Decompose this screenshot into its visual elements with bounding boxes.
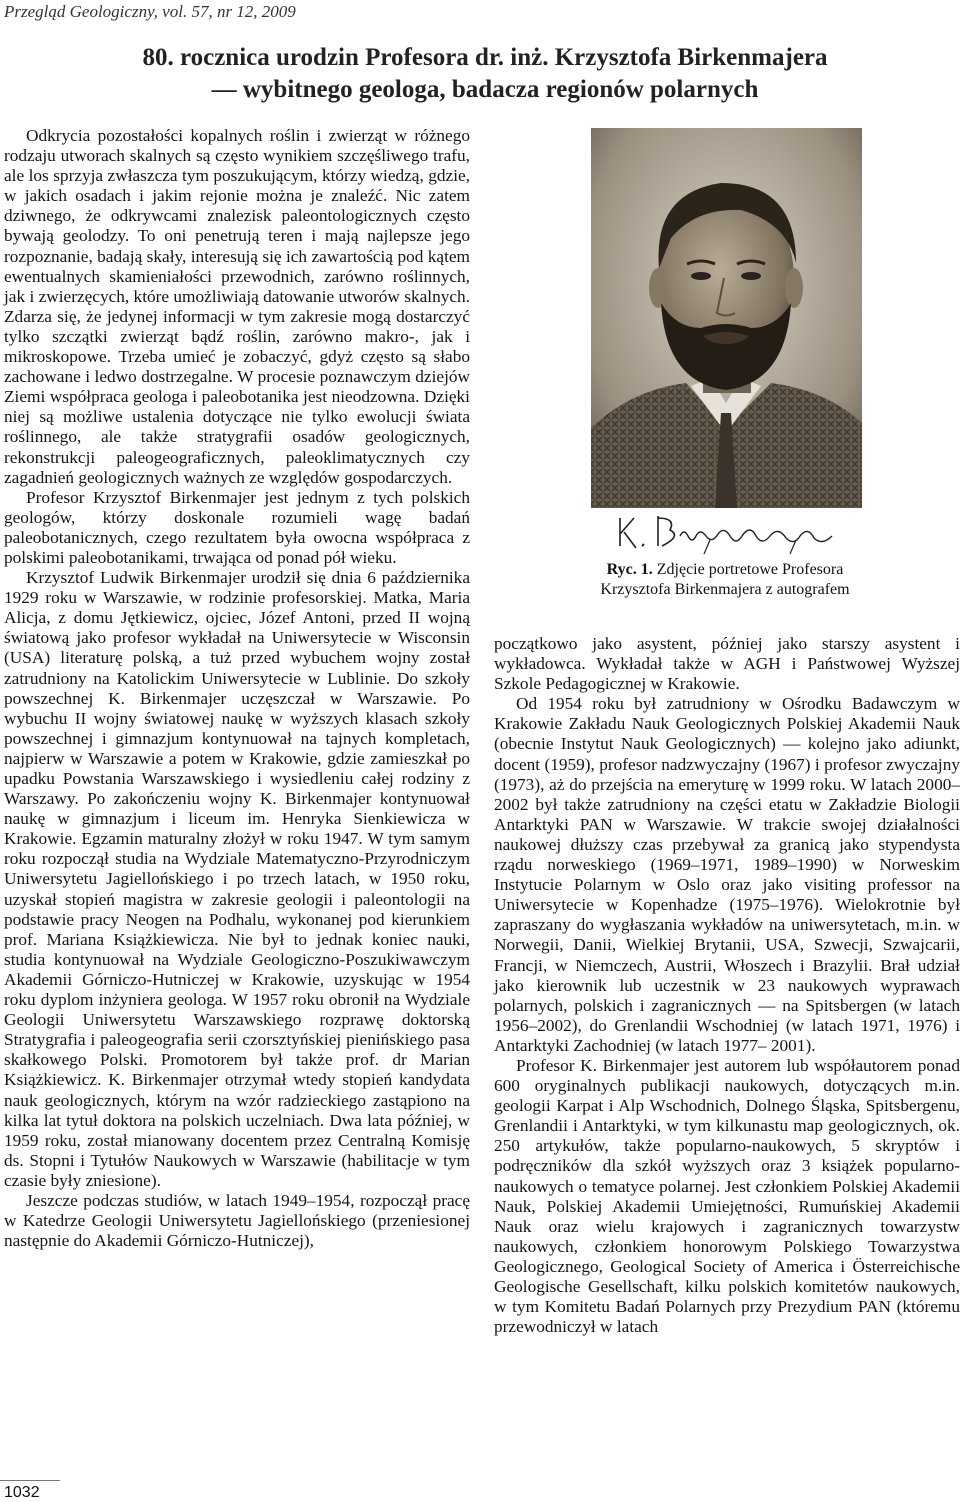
paragraph: początkowo jako asystent, później jako starszy asystent i wykładowca. Wykładał także w AGH i Państwowej Wyższej Szkole Pedagogicznej w Krakowie. — [494, 634, 960, 694]
left-column — [4, 126, 470, 1251]
title-line-1: 80. rocznica urodzin Profesora dr. inż. Krzysztofa Birkenmajera — [142, 44, 828, 71]
caption-label: Ryc. 1. — [606, 561, 653, 578]
figure-caption — [570, 560, 880, 600]
page-number: 1032 — [4, 1484, 40, 1501]
paragraph: Odkrycia pozostałości kopalnych roślin i zwierząt w różnego rodzaju utworach skalnych są często wynikiem szczęśliwego trafu, ale los sprzyja zwłaszcza tym poszukującym, którzy wiedzą, gdzie, w jakich osadach i jakim rejonie można je znaleźć. Nic zatem dziwnego, że odkrywcami znalezisk paleontologicznych często bywają geolodzy. To oni penetrują teren i mają najlepsze jego rozpoznanie, badają skały, interesują się ich zawartością pod kątem ewentualnych skamieniałości przewodnich, zarówno roślinnych, jak i zwierzęcych, które umożliwiają datowanie utworów skalnych. Zdarza się, że jedynej informacji w tym zakresie mogą dostarczyć tylko szczątki zwierząt bądź roślin, zarówno makro-, jak i mikroskopowe. Trzeba umieć je zobaczyć, gdyż często są słabo zachowane i ledwo dostrzegalne. W procesie poznawczym dziejów Ziemi współpraca geologa i paleobotanika jest nieodzowna. Dzięki niej są możliwe ustalenia dotyczące nie tylko ewolucji świata roślinnego, ale także stratygrafii osadów geologicznych, rekonstrukcji paleogeograficznych, paleoklimatycznych czy zagadnień geologicznych ważnych ze względów gospodarczych. — [4, 126, 470, 487]
title-line-2: — wybitnego geologa, badacza regionów polarnych — [211, 76, 759, 103]
paragraph: Profesor Krzysztof Birkenmajer jest jednym z tych polskich geologów, którzy doskonale rozumieli wagę badań paleobotanicznych, czego rezultatem była owocna współpraca z polskimi paleobotanikami, trwająca od ponad pół wieku. — [4, 487, 470, 567]
paragraph: Krzysztof Ludwik Birkenmajer urodził się dnia 6 października 1929 roku w Warszawie, w rodzinie profesorskiej. Matka, Maria Alicja, z domu Jętkiewicz, ojciec, Józef Antoni, przed II wojną światową jako profesor wykładał na Uniwersytecie w Wisconsin (USA) literaturę polską, a tuż przed wybuchem wojny został zatrudniony na Katolickim Uniwersytecie w Lublinie. Do szkoły powszechnej K. Birkenmajer uczęszczał w Warszawie. Po wybuchu II wojny światowej naukę w wyższych klasach szkoły powszechnej i gimnazjum kontynuował na tajnych kompletach, najpierw w Warszawie a potem w Krakowie, gdzie zamieszkał po upadku Powstania Warszawskiego i wysiedleniu całej rodziny z Warszawy. Po zakończeniu wojny K. Birkenmajer kontynuował naukę w gimnazjum i liceum im. Henryka Sienkiewicza w Krakowie. Egzamin maturalny złożył w roku 1947. W tym samym roku rozpoczął studia na Wydziale Matematyczno-Przyrodniczym Uniwersytetu Jagiellońskiego i po trzech latach, w 1950 roku, uzyskał stopień magistra w zakresie geologii i paleontologii na podstawie pracy Neogen na Podhalu, wykonanej pod kierunkiem prof. Mariana Książkiewicza. Nie był to jednak koniec nauki, studia kontynuował na Wydziale Geologiczno-Poszukiwawczym Akademii Górniczo-Hutniczej w Krakowie, uzyskując w 1954 roku dyplom inżyniera geologa. W 1957 roku obronił na Wydziale Geologii Uniwersytetu Warszawskiego rozprawę doktorską Stratygrafia i paleogeografia serii czorsztyńskiej pienińskiego pasa skałkowego Polski. Promotorem był także prof. dr Marian Książkiewicz. K. Birkenmajer otrzymał wtedy stopień kandydata nauk geologicznych, którym na wzór radzieckiego zastąpiono na kilka lat tytuł doktora na polskich uczelniach. Dwa lata później, w 1959 roku, został mianowany docentem przez Centralną Komisję ds. Stopni i Tytułów Naukowych w Warszawie (habilitacje w tym czasie były zniesione). — [4, 568, 470, 1190]
right-column — [494, 634, 960, 1337]
portrait-image — [591, 128, 862, 508]
journal-header: Przegląd Geologiczny, vol. 57, nr 12, 2009 — [4, 2, 296, 21]
footer-rule — [0, 1480, 60, 1481]
article-title — [60, 42, 910, 106]
autograph-signature — [600, 506, 862, 556]
caption-text: Zdjęcie portretowe Profesora Krzysztofa Birkenmajera z autografem — [600, 561, 850, 598]
paragraph: Profesor K. Birkenmajer jest autorem lub współautorem ponad 600 oryginalnych publikacji naukowych, dotyczących m.in. geologii Karpat i Alp Wschodnich, Dolnego Śląska, Spitsbergenu, Grenlandii i Antarktyki, w tym kilkunastu map geologicznych, ok. 250 artykułów, także popularno-naukowych, 5 skryptów i podręczników dla szkół wyższych oraz 3 książek popularno-naukowych o tematyce polarnej. Jest członkiem Polskiej Akademii Nauk, Polskiej Akademii Umiejętności, Rumuńskiej Akademii Nauk oraz wielu krajowych i zagranicznych towarzystw naukowych, członkiem honorowym Polskiego Towarzystwa Geologicznego, Geological Society of America i Österreichische Geologische Gesellschaft, kilku polskich komitetów naukowych, w tym Komitetu Badań Polarnych przy Prezydium PAN (któremu przewodniczył w latach — [494, 1055, 960, 1337]
paragraph: Jeszcze podczas studiów, w latach 1949–1954, rozpoczął pracę w Katedrze Geologii Uniwersytetu Jagiellońskiego (przeniesionej następnie do Akademii Górniczo-Hutniczej), — [4, 1190, 470, 1251]
portrait-photo — [591, 128, 862, 508]
paragraph: Od 1954 roku był zatrudniony w Ośrodku Badawczym w Krakowie Zakładu Nauk Geologicznych Polskiej Akademii Nauk (obecnie Instytut Nauk Geologicznych) — kolejno jako adiunkt, docent (1959), profesor nadzwyczajny (1967) i profesor zwyczajny (1973), aż do przejścia na emeryturę w 1999 roku. W latach 2000–2002 był także zatrudniony na części etatu w Zakładzie Biologii Antarktyki PAN w Warszawie. W trakcie swojej działalności naukowej dłuższy czas przebywał za granicą jako stypendysta rządu norweskiego (1969–1971, 1989–1990) w Norweskim Instytucie Polarnym w Oslo oraz jako visiting professor na Uniwersytecie w Kopenhadze (1975–1976). Wielokrotnie był zapraszany do wygłaszania wykładów na uniwersytetach, m.in. w Norwegii, Danii, Wielkiej Brytanii, USA, Szwecji, Szwajcarii, Francji, w Niemczech, Austrii, Włoszech i Brazylii. Brał udział jako kierownik lub uczestnik w 23 naukowych wyprawach polarnych, polskich i zagranicznych — na Spitsbergen (w latach 1956–2002), do Grenlandii Wschodniej (w latach 1971, 1976) i Antarktyki Zachodniej (w latach 1977– 2001). — [494, 694, 960, 1055]
